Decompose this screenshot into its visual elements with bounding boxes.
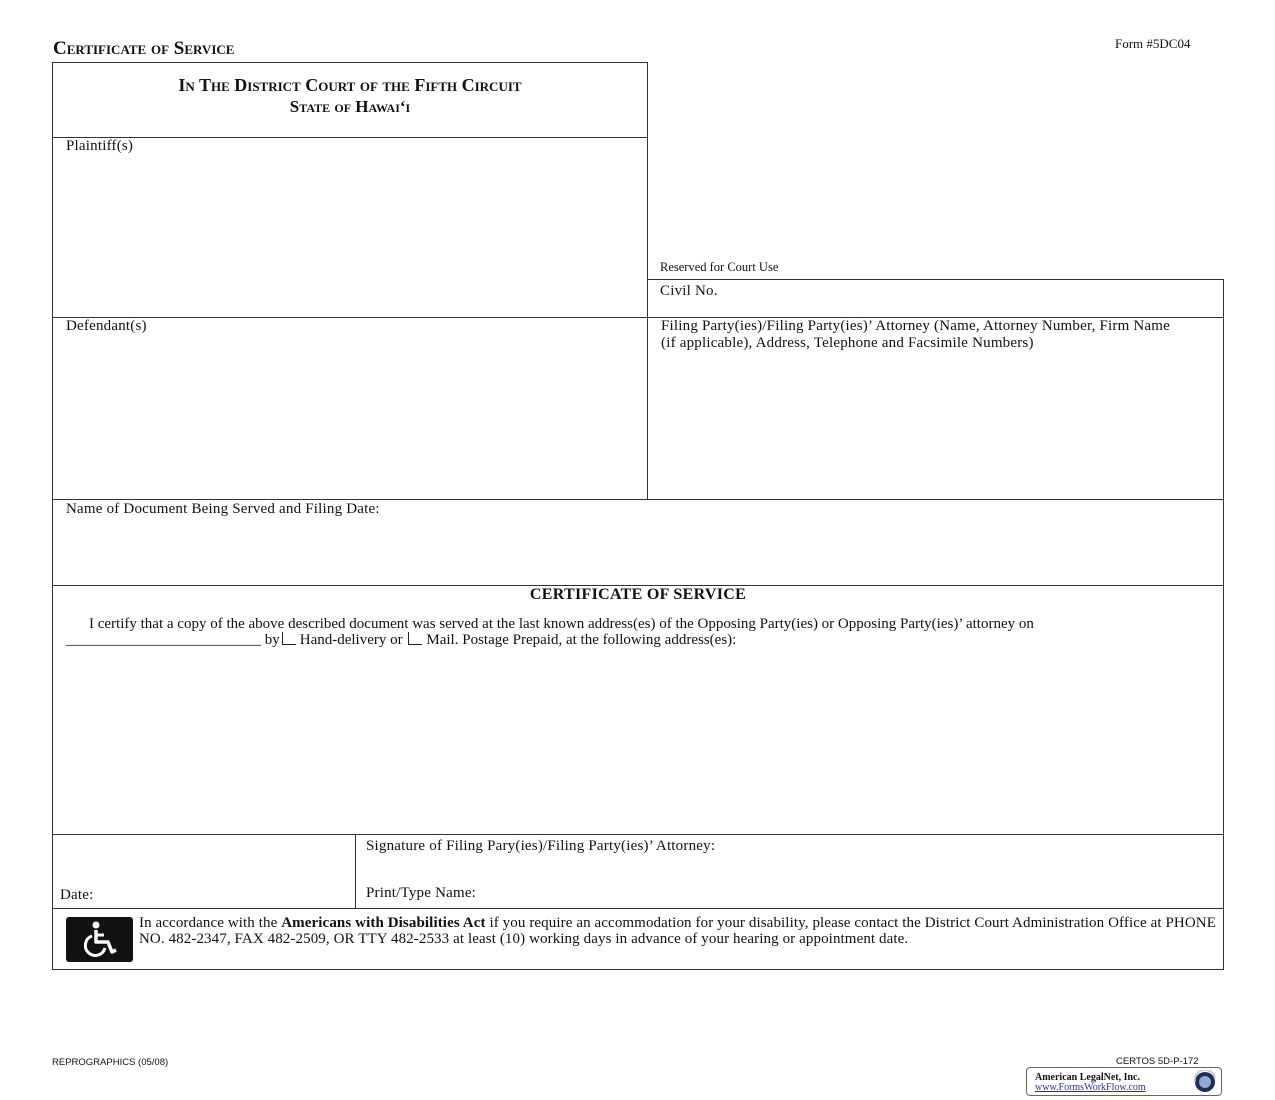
print-name-label: Print/Type Name: [366, 885, 477, 901]
reprographics-code: REPROGRAPHICS (05/08) [52, 1057, 169, 1068]
ada-text-intro: In accordance with the [139, 915, 278, 931]
signature-label: Signature of Filing Pary(ies)/Filing Party(ies)’ Attorney: [366, 838, 716, 854]
mail-label: Mail. Postage Prepaid, at the following address(es): [426, 632, 737, 648]
civil-number-label: Civil No. [660, 283, 718, 299]
court-name: In The District Court of the Fifth Circuit [178, 75, 522, 95]
date-label: Date: [60, 887, 94, 903]
ada-text-body: if you require an accommodation for your disability, please contact the District Court Administration Office at PHONE NO. 482-2347, FAX 482-2509, OR TTY 482-2533 at least (10) working days in advance of your hearing or appointment date. [139, 915, 1216, 947]
certificate-statement [66, 616, 1216, 648]
date-field[interactable] [52, 834, 356, 909]
by-text: by [264, 632, 280, 648]
ada-notice-text [139, 915, 1221, 947]
filing-party-label: Filing Party(ies)/Filing Party(ies)’ Attorney (Name, Attorney Number, Firm Name (if applicable), Address, Telephone and Facsimile Numbers) [661, 318, 1171, 351]
certos-code: CERTOS 5D-P-172 [1116, 1056, 1199, 1067]
filing-party-field[interactable] [647, 317, 1224, 500]
plaintiffs-field[interactable] [52, 137, 648, 318]
hand-delivery-checkbox[interactable] [282, 632, 296, 645]
vendor-url[interactable]: www.FormsWorkFlow.com [1035, 1082, 1146, 1093]
certificate-text: I certify that a copy of the above described document was served at the last known address(es) of the Opposing Party(ies) or Opposing Party(ies)’ attorney on [89, 616, 1034, 632]
signature-field[interactable] [355, 834, 1224, 909]
wheelchair-icon [66, 917, 133, 962]
defendants-label: Defendant(s) [66, 318, 147, 334]
vendor-badge[interactable] [1026, 1067, 1222, 1096]
ada-act-name: Americans with Disabilities Act [281, 915, 486, 931]
mail-checkbox[interactable] [408, 632, 422, 645]
vendor-name: American LegalNet, Inc. [1035, 1072, 1140, 1083]
vendor-logo-icon [1187, 1070, 1219, 1094]
certificate-section [52, 585, 1224, 835]
form-number: Form #5DC04 [1115, 36, 1191, 51]
ada-notice [52, 908, 1224, 970]
reserved-for-court-use-label: Reserved for Court Use [660, 260, 779, 274]
document-name-label: Name of Document Being Served and Filing Date: [66, 501, 380, 517]
document-name-field[interactable] [52, 499, 1224, 586]
court-caption-box [52, 62, 648, 138]
defendants-field[interactable] [52, 317, 648, 500]
hand-delivery-label: Hand-delivery or [299, 632, 403, 648]
form-title: Certificate of Service [53, 38, 235, 59]
court-state: State of Hawai‘i [289, 97, 411, 116]
certificate-heading: CERTIFICATE OF SERVICE [529, 586, 747, 603]
civil-number-field[interactable] [647, 279, 1224, 318]
plaintiffs-label: Plaintiff(s) [66, 138, 134, 154]
service-date-blank[interactable]: __________________________ [66, 632, 261, 648]
